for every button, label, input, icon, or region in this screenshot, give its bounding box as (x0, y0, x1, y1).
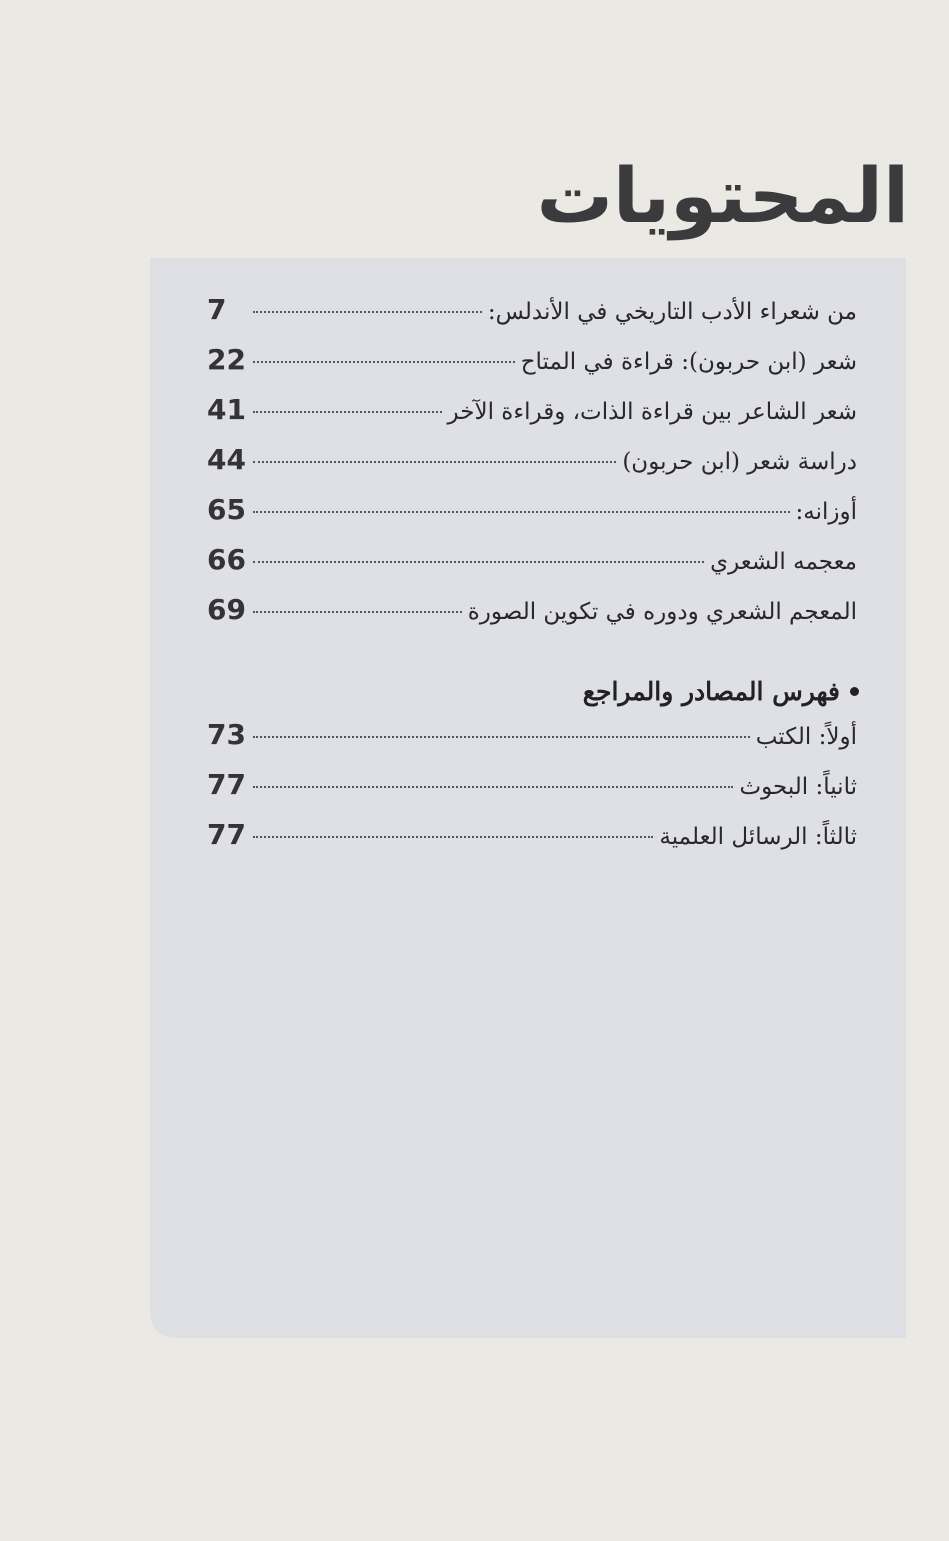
dot-leader (253, 736, 750, 738)
references-entry-page: 73 (207, 718, 246, 751)
references-entry-label: أولاً: الكتب (755, 724, 857, 750)
toc-entry (207, 293, 857, 343)
toc-entry-page: 22 (207, 343, 246, 376)
toc-entry (207, 393, 857, 443)
references-entry-label: ثانياً: البحوث (739, 774, 857, 800)
toc-entry-page: 7 (207, 293, 227, 326)
references-entry (207, 718, 857, 768)
toc-entry-label: شعر (ابن حربون): قراءة في المتاح (520, 349, 857, 375)
toc-entry-page: 69 (207, 593, 246, 626)
toc-entry-label: شعر الشاعر بين قراءة الذات، وقراءة الآخر (447, 399, 857, 425)
dot-leader (253, 461, 616, 463)
references-heading-text: فهرس المصادر والمراجع (582, 677, 840, 706)
dot-leader (253, 836, 653, 838)
references-entry (207, 768, 857, 818)
toc-list (207, 293, 857, 643)
toc-entry-page: 41 (207, 393, 246, 426)
toc-entry (207, 593, 857, 643)
bullet-icon (850, 687, 859, 696)
toc-entry-label: المعجم الشعري ودوره في تكوين الصورة (467, 599, 857, 625)
dot-leader (253, 511, 790, 513)
toc-entry-label: دراسة شعر (ابن حربون) (622, 449, 857, 475)
dot-leader (253, 411, 442, 413)
references-entry (207, 818, 857, 868)
toc-entry-page: 66 (207, 543, 246, 576)
toc-entry-page: 44 (207, 443, 246, 476)
references-entry-page: 77 (207, 818, 246, 851)
toc-entry-label: من شعراء الأدب التاريخي في الأندلس: (487, 299, 857, 325)
toc-entry (207, 443, 857, 493)
dot-leader (253, 561, 704, 563)
dot-leader (253, 311, 482, 313)
dot-leader (253, 361, 515, 363)
toc-entry (207, 493, 857, 543)
toc-entry-page: 65 (207, 493, 246, 526)
references-list (207, 718, 857, 868)
references-entry-page: 77 (207, 768, 246, 801)
dot-leader (253, 786, 733, 788)
references-heading (583, 677, 859, 706)
references-entry-label: ثالثاً: الرسائل العلمية (659, 824, 857, 850)
toc-entry (207, 343, 857, 393)
toc-entry-label: معجمه الشعري (710, 549, 857, 575)
dot-leader (253, 611, 462, 613)
toc-entry-label: أوزانه: (795, 499, 857, 525)
toc-entry (207, 543, 857, 593)
page-title: المحتويات (536, 151, 909, 240)
